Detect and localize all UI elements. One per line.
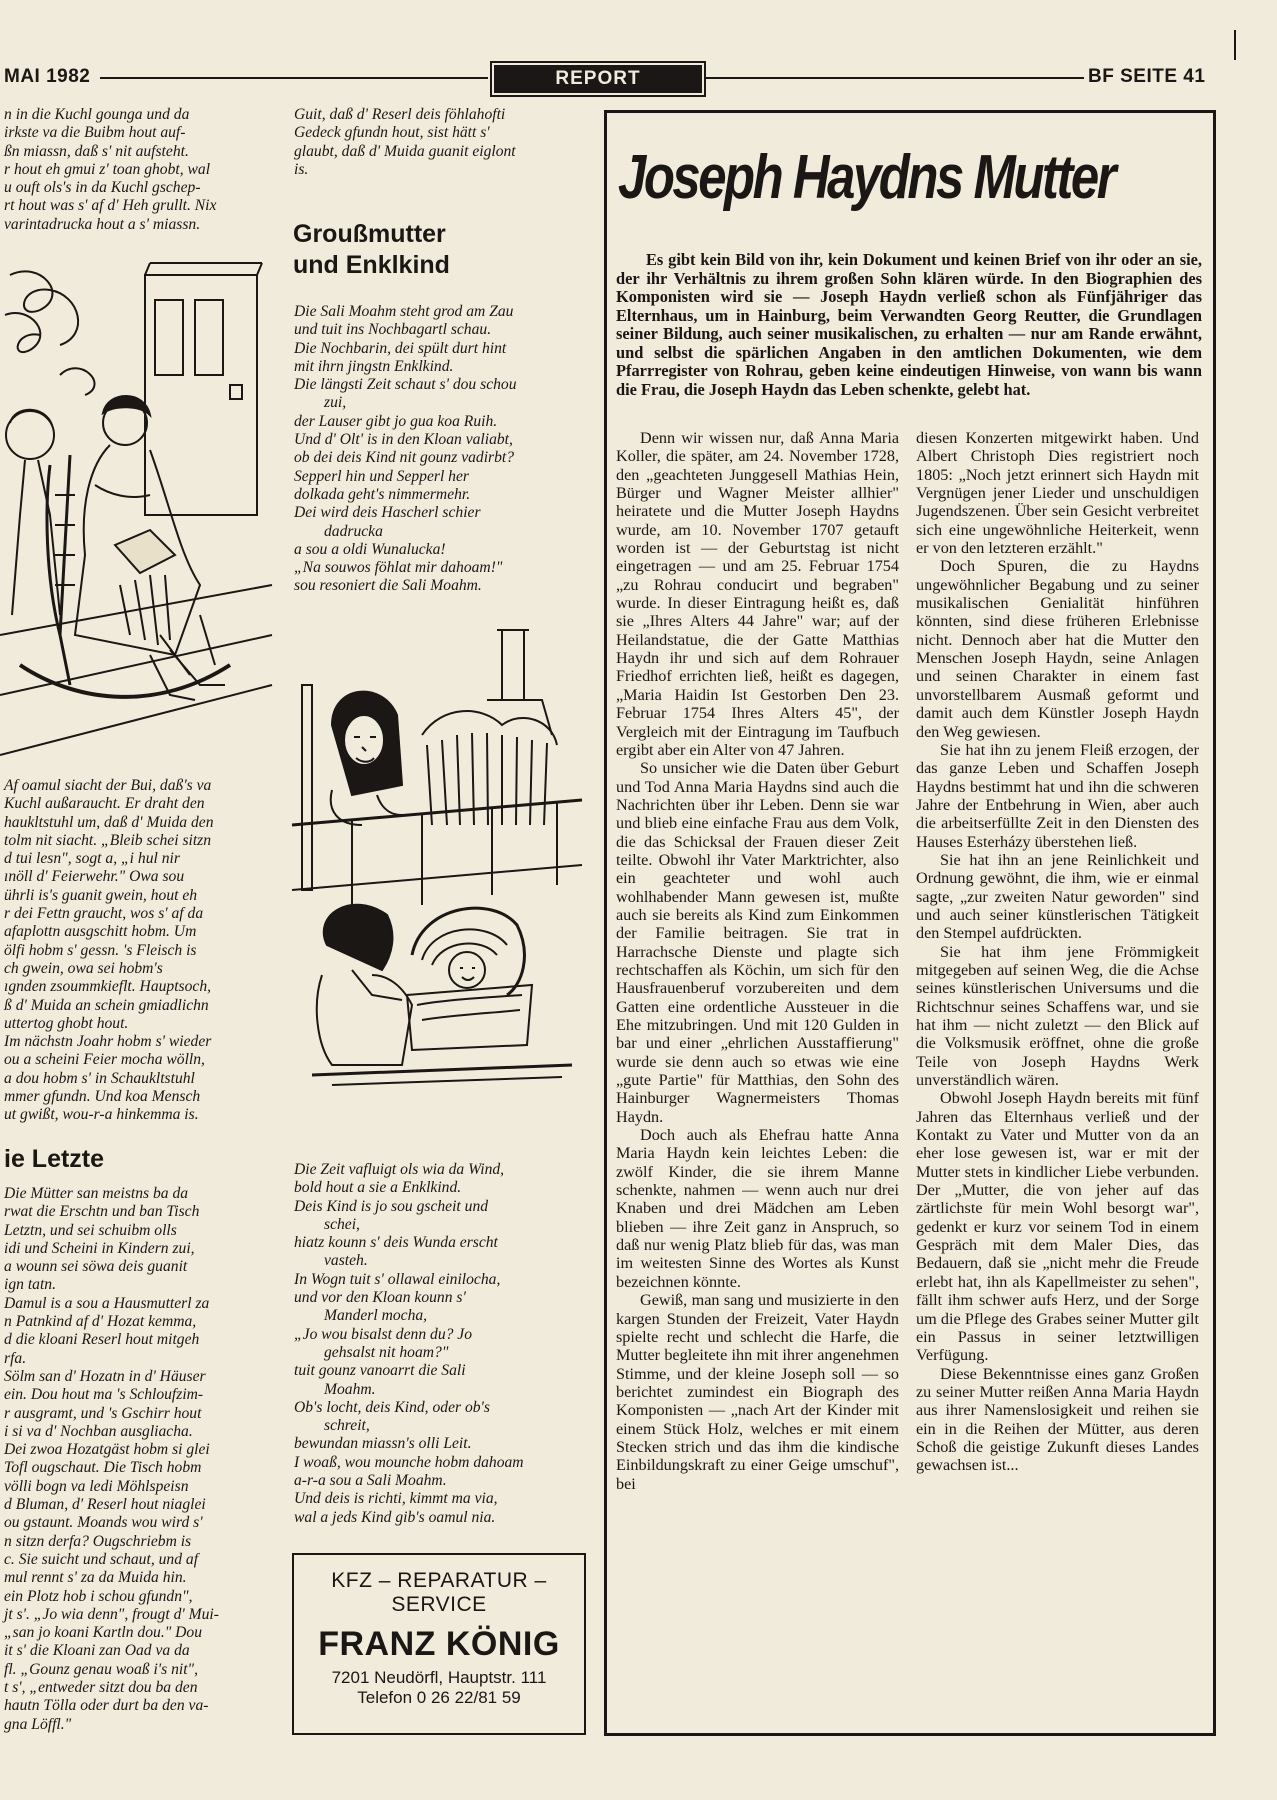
poem-line: schreit,: [324, 1417, 370, 1435]
text-line: ou a scheini Feier mocha wölln,: [4, 1051, 205, 1069]
poem-line: Die Nochbarin, dei spült durt hint: [294, 339, 507, 357]
heading-line: und Enklkind: [293, 251, 450, 279]
text-line: i si va d' Nochban ausgliacha.: [4, 1422, 193, 1440]
poem-line: ob dei deis Kind nit gounz vadirbt?: [294, 449, 515, 467]
text-line: glaubt, daß d' Muida guanit eiglont: [294, 142, 516, 160]
poem-line: Manderl mocha,: [324, 1307, 428, 1325]
text-line: Damul is a sou a Hausmutterl za: [4, 1294, 210, 1312]
article-paragraph: Doch auch als Ehefrau hatte Anna Maria Haydn kein leichtes Leben: die zwölf Kinder, die sie ihrem Manne schenkte, nahmen — wenn auch nur drei Knaben und drei Mädchen am Leben blieben — ihre Zeit ganz in Anspruch, so daß nur wenig Platz blieb für das, was man im weitesten Sinne des Wortes als Kunst bezeichnen könnte.: [616, 1126, 899, 1291]
text-line: is.: [294, 160, 309, 178]
article-lead: Es gibt kein Bild von ihr, kein Dokument und keinen Brief von ihr oder an sie, der ihr Verhältnis zu ihrem großen Sohn klären würde. In den Biographien des Komponisten wird sie — Joseph Haydn verließ schon als Fünfjähriger das Elternhaus, um in Hainburg, beim Verwandten Georg Reutter, die Grundlagen seiner Bildung, auch seiner musikalischen, zu erhalten — nur am Rande erwähnt, und selbst die spärlichen Angaben in den amtlichen Dokumenten, wie dem Pfarrregister von Rohrau, geben keine eindeutigen Hinweise, von wann bis wann die Frau, die Joseph Haydn das Leben schenkte, gelebt hat.: [616, 250, 1202, 399]
poem-line: schei,: [324, 1215, 360, 1233]
poem-line: und vor den Kloan kounn s': [294, 1289, 466, 1307]
header-page: BF SEITE 41: [1088, 66, 1206, 87]
text-line: Letztn, und sei schuibm olls: [4, 1221, 177, 1239]
text-line: d tui lesn", sogt a, „i hul nir: [4, 850, 180, 868]
poem-line: Deis Kind is jo sou gscheit und: [294, 1197, 489, 1215]
text-line: r hout eh gmui z' toan ghobt, wal: [4, 160, 211, 178]
poem-line: „Jo wou bisalst denn du? Jo: [294, 1325, 473, 1343]
poem-line: bold hout a sie a Enklkind.: [294, 1179, 462, 1197]
poem-line: wal a jeds Kind gib's oamul nia.: [294, 1508, 496, 1526]
poem-line: der Lauser gibt jo gua koa Ruih.: [294, 412, 498, 430]
text-line: c. Sie suicht und schaut, und af: [4, 1550, 199, 1568]
poem-line: Die Zeit vafluigt ols wia da Wind,: [294, 1161, 505, 1178]
text-line: a wounn sei söwa deis guanit: [4, 1258, 188, 1276]
text-line: ıgnden zsoummkieflt. Hauptsoch,: [4, 978, 212, 996]
mid-section-heading: [293, 219, 450, 281]
article-paragraph: So unsicher wie die Daten über Geburt und Tod Anna Maria Haydns sind auch die Nachrichten über ihr Leben. Denn sie war und blieb eine einfache Frau aus dem Volk, die das Schicksal der Frauen dieser Zeit teilte. Obwohl ihr Vater Marktrichter, also ein geachteter und wohl auch wohlhabender Mann gewesen ist, mußte auch sie bereits als Kind zum Einkommen der Familie beitragen. Sie trat in Harrachsche Dienste und plagte sich rechtschaffen als Köchin, um sich für den Hausfrauenberuf vorzubereiten und dem Gatten eine ordentliche Aussteuer in die Ehe mitzubringen. Und mit 120 Gulden in bar und einer „ehrlichen Ausstaffierung" wurde sie denn auch so etwas wie eine „gute Partie" für Matthias, den Sohn des Hainburger Wagnermeisters Thomas Haydn.: [616, 759, 899, 1126]
text-line: ein Plotz hob i schou gfundn",: [4, 1587, 193, 1605]
text-line: mul rennt s' za da Muida hin.: [4, 1569, 187, 1587]
text-line: ß d' Muida an schein gmiadlichn: [4, 996, 209, 1014]
text-line: uttertog ghobt hout.: [4, 1014, 129, 1032]
article-title: Joseph Haydns Mutter: [618, 143, 1115, 212]
text-line: fl. „Gounz genau woaß i's nit",: [4, 1660, 198, 1678]
text-line: Die Mütter san meistns ba da: [4, 1185, 189, 1202]
text-line: tolm nit siacht. „Bleib schei sitzn: [4, 831, 212, 849]
poem-line: Und d' Olt' is in den Kloan valiabt,: [294, 431, 513, 449]
text-line: ührli is's guanit gwein, hout eh: [4, 886, 198, 904]
text-line: völli bogn va ledi Möhlspeisn: [4, 1477, 189, 1495]
text-line: t s', „entweder sitzt dou ba den: [4, 1679, 198, 1697]
text-line: rwat die Erschtn und ban Tisch: [4, 1203, 200, 1221]
ad-line-1: KFZ – REPARATUR –: [331, 1569, 547, 1592]
mid-top-text: [294, 106, 586, 179]
grandmother-pram-illustration: [292, 625, 582, 1105]
article-paragraph: Sie hat ihn zu jenem Fleiß erzogen, der das ganze Leben und Schaffen Joseph Haydns bestimmt hat und ihn die schweren Jahre der Entbehrung in Wien, aber auch die arbeitserfüllte Zeit in den Diensten des Hauses Esterházy überstehen ließ.: [916, 740, 1199, 851]
ad-name: FRANZ KÖNIG: [318, 1625, 560, 1663]
text-line: u ouft ols's in da Kuchl gschep-: [4, 179, 201, 197]
grandmother-reading-illustration: [0, 255, 272, 755]
poem-line: zui,: [324, 394, 347, 412]
poem-line: Ob's locht, deis Kind, oder ob's: [294, 1398, 490, 1416]
text-line: ßn miassn, daß s' nit aufsteht.: [4, 142, 189, 160]
text-line: Gedeck gfundn hout, sist hätt s': [294, 124, 490, 142]
ad-phone: Telefon 0 26 22/81 59: [357, 1688, 521, 1707]
text-line: Af oamul siacht der Bui, daß's va: [4, 777, 212, 794]
text-line: a dou hobm s' in Schaukltstuhl: [4, 1069, 195, 1087]
poem-line: I woaß, wou mounche hobm dahoam: [294, 1453, 524, 1471]
ad-line-2: SERVICE: [391, 1593, 487, 1616]
text-line: n Patnkind af d' Hozat kemma,: [4, 1313, 197, 1331]
poem-line: „Na souwos föhlat mir dahoam!": [294, 559, 503, 577]
text-line: ınöll d' Feierwehr." Owa sou: [4, 868, 185, 886]
poem-enklkind: [294, 1161, 586, 1527]
poem-line: a-r-a sou a Sali Moahm.: [294, 1472, 447, 1490]
article-paragraph: Diese Bekenntnisse eines ganz Großen zu seiner Mutter reißen Anna Maria Haydn aus ihrer Namenslosigkeit und reihen sie ein in die Reihen der Mütter, aus deren Schoß die geistige Zukunft dieses Landes gewachsen ist...: [916, 1364, 1199, 1475]
poem-line: dadrucka: [324, 522, 383, 540]
article-paragraph: diesen Konzerten mitgewirkt haben. Und Albert Christoph Dies registriert noch 1805: „Noch jetzt erinnert sich Haydn mit Vergnügen jener Lieder und unschuldigen Jugendszenen. Über sein Gesicht verbreitet sich eine ungewöhnliche Heiterkeit, wenn er von den letzteren erzählt.": [916, 429, 1199, 558]
heading-line: Groußmutter: [293, 220, 446, 248]
poem-line: hiatz kounn s' deis Wunda erscht: [294, 1234, 498, 1252]
header-date: MAI 1982: [4, 66, 91, 87]
text-line: „san jo koani Kartln dou." Dou: [4, 1624, 203, 1642]
text-line: ölfi hobm s' gessn. 's Fleisch is: [4, 941, 197, 959]
article-column-1: [616, 429, 899, 1493]
left-top-text: [4, 106, 276, 234]
poem-line: bewundan miassn's olli Leit.: [294, 1435, 472, 1453]
poem-line: In Wogn tuit s' ollawal einilocha,: [294, 1270, 501, 1288]
ad-franz-koenig: [292, 1553, 586, 1735]
text-line: varintadrucka hout a s' miassn.: [4, 215, 201, 233]
text-line: Im nächstn Joahr hobm s' wieder: [4, 1033, 212, 1051]
left-section-heading: ie Letzte: [4, 1145, 105, 1173]
text-line: r ausgramt, und 's Gschirr hout: [4, 1404, 202, 1422]
text-line: haukltstuhl um, daß d' Muida den: [4, 813, 214, 831]
poem-line: a sou a oldi Wunalucka!: [294, 540, 446, 558]
poem-line: mit ihrn jingstn Enklkind.: [294, 357, 454, 375]
text-line: ein. Dou hout ma 's Schloufzim-: [4, 1386, 204, 1404]
header-rule-right: [706, 77, 1084, 79]
poem-grandmother: [294, 303, 586, 596]
ad-address: 7201 Neudörfl, Hauptstr. 111: [331, 1668, 547, 1687]
article-paragraph: Denn wir wissen nur, daß Anna Maria Koller, die später, am 24. November 1728, den „geachteten Junggesell Mathias Hein, Bürger und Wagner Meister allhier" heiratete und die Mutter Joseph Haydns wurde, am 10. November 1707 getauft worden ist — der Geburtstag ist nicht eingetragen — und am 25. Februar 1754 „zu Rohrau conducirt und begraben" wurde. In dieser Eintragung heißt es, daß sie „Ihres Alters 44 Jahre" war; auf der Heilandstatue, die der Gatte Matthias Haydn ihr und sich auf dem Rohrauer Friedhof errichten ließ, heißt es dagegen, „Maria Haidin Ist Gestorben Den 23. Februar 1754 Ihres Alters 45", der Vergleich mit der Eintragung im Taufbuch ergibt aber ein Alter von 47 Jahren.: [616, 429, 899, 759]
poem-line: Die längsti Zeit schaut s' dou schou: [294, 376, 517, 394]
text-line: ut gwißt, wou-r-a hinkemma is.: [4, 1106, 199, 1124]
poem-line: Und deis is richti, kimmt ma via,: [294, 1490, 498, 1508]
header-rule-left: [100, 77, 488, 79]
article-paragraph: Sie hat ihn an jene Reinlichkeit und Ordnung gewöhnt, die ihm, wie er einmal sagte, „zur zweiten Natur geworden" sind und auch seiner künstlerischen Tätigkeit den Stempel aufdrückten.: [916, 850, 1199, 943]
text-line: jt s'. „Jo wia denn", frougt d' Mui-: [4, 1605, 219, 1623]
text-line: Tofl ougschaut. Die Tisch hobm: [4, 1459, 202, 1477]
text-line: irkste va die Buibm hout auf-: [4, 124, 186, 142]
article-paragraph: Doch Spuren, die zu Haydns ungewöhnlicher Begabung und zu seiner musikalischen Genialität hinführen könnten, sind diese früheren Erlebnisse nicht. Dennoch aber hat die Mutter den Menschen Joseph Haydn, seine Anlagen und seinen Charakter in einem fast unvorstellbarem Ausmaß geformt und damit auch dem Künstler Joseph Haydn den Weg gewiesen.: [916, 557, 1199, 741]
text-line: idi und Scheini in Kindern zui,: [4, 1239, 195, 1257]
text-line: ou gstaunt. Moands wou wird s': [4, 1514, 203, 1532]
poem-line: gehsalst nit hoam?": [324, 1343, 449, 1361]
article-column-2: [916, 429, 1199, 1475]
text-line: Guit, daß d' Reserl deis föhlahofti: [294, 106, 506, 123]
text-line: gna Löffl.": [4, 1715, 72, 1733]
article-paragraph: Sie hat ihm jene Frömmigkeit mitgegeben auf seinen Weg, die die Achse seines künstlerischen Universums und die Richtschnur seines Schaffens war, und sie hat ihm — nicht zuletzt — den Blick auf die Volksmusik eröffnet, ohne die große Teile von Joseph Haydns Werk unverständlich wären.: [916, 942, 1199, 1090]
text-line: n in die Kuchl gounga und da: [4, 106, 190, 123]
text-line: ch gwein, owa sei hobm's: [4, 959, 163, 977]
text-line: hautn Tölla oder durt ba den va-: [4, 1697, 209, 1715]
text-line: Kuchl außaraucht. Er draht den: [4, 795, 205, 813]
poem-line: Die Sali Moahm steht grod am Zau: [294, 303, 514, 320]
corner-mark: [1234, 30, 1236, 60]
poem-line: sou resoniert die Sali Moahm.: [294, 577, 482, 595]
poem-line: vasteh.: [324, 1252, 368, 1270]
text-line: Dei zwoa Hozatgäst hobm si glei: [4, 1441, 210, 1459]
article-paragraph: Gewiß, man sang und musizierte in den kargen Stunden der Freizeit, Vater Haydn spielte recht und schlecht die Harfe, die Mutter begleitete ihn mit ihrer angenehmen Stimme, und der kleine Joseph soll — so berichtet zumindest ein Biograph des Komponisten — „nach Art der Kinder mit einem Stück Holz, welches er mit einem Stecken strich und das ihm die kindische Einbildungskraft zu einer Geige umschuf", bei: [616, 1291, 899, 1493]
text-line: it s' die Kloani zan Oad va da: [4, 1642, 190, 1660]
text-line: ign tatn.: [4, 1276, 56, 1294]
poem-line: Sepperl hin und Sepperl her: [294, 467, 469, 485]
text-line: n sitzn derfa? Ougschriebm is: [4, 1532, 192, 1550]
poem-line: Moahm.: [324, 1380, 376, 1398]
poem-line: und tuit ins Nochbagartl schau.: [294, 321, 492, 339]
left-bottom-text: [4, 1185, 276, 1734]
text-line: Sölm san d' Hozatn in d' Häuser: [4, 1367, 206, 1385]
section-badge: REPORT: [490, 61, 706, 97]
text-line: mmer gfundn. Und koa Mensch: [4, 1088, 201, 1106]
article-paragraph: Obwohl Joseph Haydn bereits mit fünf Jahren das Elternhaus verließ und der Kontakt zu Vater und Mutter von da an eher lose gewesen ist, war er mit der Mutter stets in kindlicher Liebe verbunden. Der „Mutter, die von jeher auf das zärtlichste für mein Wohl besorgt war", gedenkt er kurz vor seinem Tod in einem Gespräch mit dem Maler Dies, das Bedauern, daß sie „nicht mehr die Freude erlebt hat, ihn als Kapellmeister zu sehen", fällt ihm schwer aufs Herz, und der Sorge um die Pflege des Grabes seiner Mutter gilt ein Passus in seiner letztwilligen Verfügung.: [916, 1089, 1199, 1365]
text-line: rt hout was s' af d' Heh grullt. Nix: [4, 197, 217, 215]
poem-line: tuit gounz vanoarrt die Sali: [294, 1362, 466, 1380]
text-line: rfa.: [4, 1349, 27, 1367]
text-line: afaplottn ausgschitt hobm. Um: [4, 923, 197, 941]
left-mid-text: [4, 777, 276, 1125]
text-line: d Bluman, d' Reserl hout niaglei: [4, 1496, 206, 1514]
poem-line: Dei wird deis Hascherl schier: [294, 504, 481, 522]
poem-line: dolkada geht's nimmermehr.: [294, 485, 471, 503]
text-line: d die kloani Reserl hout mitgeh: [4, 1331, 200, 1349]
text-line: r dei Fettn graucht, wos s' af da: [4, 905, 204, 923]
